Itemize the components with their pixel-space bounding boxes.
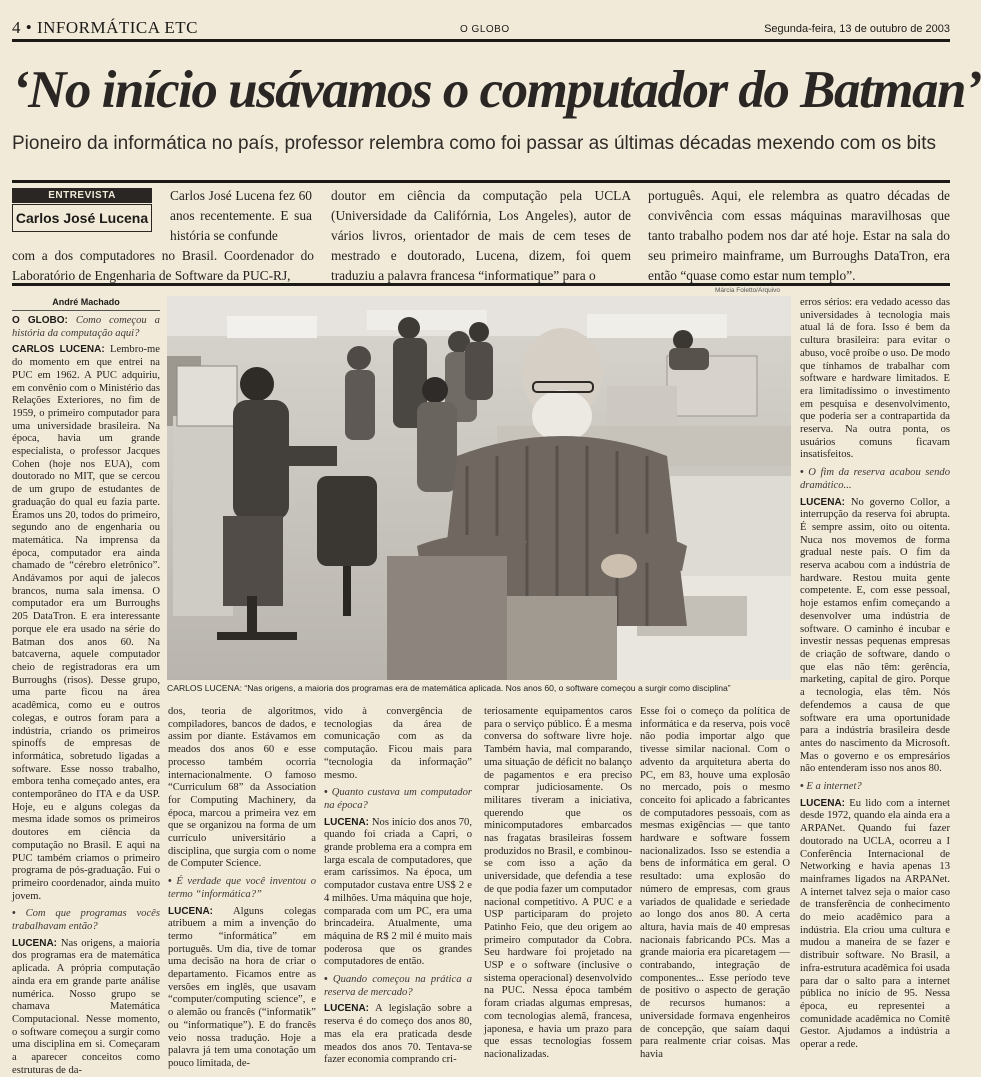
bullet-marker: • [12,907,16,920]
answer: Alguns colegas atribuem a mim a invenção do termo “informática” em português. Um dia, tive de tomar uma decisão na hora de criar o departamento. Ficamos entre as versões em inglês, que usavam “computer/computing science”, e o alemão ou francês (“informatik” ou “informatique”). E do francês veio nossa tradução. Hoje a palavra já tem uma conotação um pouco limitada, de- [168,905,316,1069]
bullet-marker: • [168,875,172,888]
intro-text-3: doutor em ciência da computação pela UCLA (Universidade da Califórnia, Los Angeles), autor de vários livros, orientador de mais de cem teses de mestrado e doutorado, Lucena, dizem, foi quem traduziu a palavra francesa “informatique” para o [331,188,631,283]
answer: Lembro-me do momento em que entrei na PUC em 1962. A PUC adquiriu, em convênio com o Ministério das Relações Exteriores, no fim de 1959, o primeiro computador para uma universidade brasileira. Na época, havia um grande especialista, o professor Jacques Cohen (hoje nos EUA), com doutorado no MIT, que se cercou de um grupo de estudantes de graduação do qual eu fazia parte. Éramos uns 20, todos do primeiro, segundo ano de engenharia ou matemática. Na imprensa da época, computador era ainda chamado de “cérebro eletrônico”. Andávamos por aqui de jalecos brancos, numa sala imensa. O computador era um Burroughs 205 DataTron. E era interessante porque ele era usado na série do Batman dos anos 60. Na batcaverna, aquele computador cheio de registradoras era um Burroughs (risos). Desse grupo, uma parte ficou na área acadêmica, como eu e outros colegas, e outros foram para a indústria, criando os primeiros spinoffs de empresas de informática, sobretudo ligadas a software. Esse nosso trabalho, embora tenha começado antes, era contemporâneo do ITA e da USP. Hoje, eu e alguns colegas da mesma idade somos os primeiros doutores em ciência da computação no Brasil. E aqui na PUC também criamos o primeiro programa de pós-graduação. Fui o primeiro coordenador, ainda muito jovem. [12,344,160,902]
speaker-label: LUCENA: [324,816,369,828]
speaker-label: O GLOBO: [12,315,68,326]
question: Com que programas vocês trabalhavam então? [12,908,161,933]
portrait-photo [167,296,791,680]
interviewee-name: Carlos José Lucena [12,204,152,232]
question: O fim da reserva acabou sendo dramático... [800,467,950,491]
bullet-marker: • [800,466,804,479]
intro-text-1: Carlos José Lucena fez 60 anos recentemente. E sua história se confunde [170,188,312,243]
answer: erros sérios: era vedado acesso das universidades à tecnologia mais atual lá de fora. Isso é bem da cultura brasileira: para evitar o abuso, você proíbe o uso. De modo que tínhamos de trabalhar com software e hardware limitados. E era limitadíssimo o investimento em pesquisa e desenvolvimento, que poderia ser a contrapartida da reserva. Na outra ponta, os usuários comuns ficavam insatisfeitos. [800,297,950,461]
question: Como começou a história da computação aqui? [12,315,160,339]
question: Quanto custava um computador na época? [324,787,472,811]
bullet-marker: • [324,973,328,986]
speaker-label: LUCENA: [12,937,57,949]
question: E a internet? [806,781,862,793]
bullet-marker: • [324,786,328,799]
intro-bottom-rule [12,283,950,286]
speaker-label: LUCENA: [168,905,213,917]
section-label: 4 • INFORMÁTICA ETC [12,18,198,37]
article-column-6 [800,297,950,1059]
article-column-3 [324,706,472,1066]
interview-tag: ENTREVISTA [12,188,152,203]
answer: Eu lido com a internet desde 1972, quando ela ainda era a ARPANet. Quando fui fazer doutorado na UCLA, ocorreu a I Conferência Internacional de Networking e havia apenas 13 mainframes ligados na ARPANet. A internet talvez seja o maior caso de transferência de conhecimento do meio acadêmico para a indústria. Ela criou uma cultura e mudou a maneira de se fazer e distribuir software. No Brasil, a infra-estrutura acadêmica foi usada para dar o salto para a internet pública no início de 95. Nessa época, eu representei a comunidade acadêmica no Comitê Gestor. Ajudamos a indústria a operar a rede. [800,797,950,1051]
speaker-label: CARLOS LUCENA: [12,344,105,356]
issue-date: Segunda-feira, 13 de outubro de 2003 [764,23,950,35]
speaker-label: LUCENA: [800,496,845,508]
lab-photo-illustration [167,296,791,680]
photo-credit: Márcia Foletto/Arquivo [715,287,781,294]
intro-text-2: com a dos computadores no Brasil. Coordenador do Laboratório de Engenharia de Software da PUC-RJ, [12,248,314,283]
page-header [12,18,950,42]
answer: teriosamente equipamentos caros para o serviço público. É a mesma conversa do software livre hoje. Também havia, mal comparando, uma situação de déficit no balanço de pagamentos e era preciso comprar judiciosamente. Os militares tiveram a iniciativa, querendo que os minicomputadores embarcados nas fragatas brasileiras fossem produzidos no Brasil, e combinou-se com isso a ação da universidade, que defendia a tese de que podia fazer um computador nacional competitivo. A PUC e a USP participaram do projeto Patinho Feio, que deu origem ao primeiro computador da Cobra. Seu hardware foi projetado na USP e o software (inclusive o sistema operacional) desenvolvido na PUC. Nessa época também foram criadas algumas empresas, com tecnologias alemã, francesa, japonesa, e havia um prazo para que essas tecnologias fossem nacionalizadas. [484,706,632,1060]
byline: André Machado [12,297,160,311]
article-column-2 [168,706,316,1069]
article-column-4 [484,706,632,1059]
question: Quando começou na prática a reserva de mercado? [324,974,472,998]
speaker-label: LUCENA: [324,1003,369,1015]
headline: ‘No início usávamos o computador do Batman’ [12,61,981,119]
answer: Esse foi o começo da política de informática e da reserva, pois você não podia importar algo que tivesse similar nacional. Com o advento da arquitetura aberta do PC, em 83, houve uma explosão no mercado, pois o mesmo conceito foi aplicado a fabricantes de computadores pessoais, com as mesmas exigências — que tanto hardware e software fossem nacionalizados. Isso se estendia a bens de informática em geral. O resultado: uma explosão do número de empresas, com graus variados de qualidade e seriedade ao longo dos anos 80. A certa altura, havia mais de 40 empresas nacionais fabricando PCs. Mas a grande maioria era picaretagem — contrabando, integração de componentes... Esse período teve de positivo o aspecto de geração de recursos humanos: a universidade formava engenheiros de concepção, que saíam daqui para realmente criar coisas. Mas havia [640,706,790,1060]
top-rule [12,180,950,183]
answer: dos, teoria de algoritmos, compiladores, bancos de dados, e assim por diante. Estávamos em meados dos anos 60 e esse processo também ocorria internacionalmente. O famoso “Curriculum 68” da Association for Computing Machinery, da época, marcou a primeira vez em que se organizou na forma de um currículo universitário a disciplina, que surgia com o nome de Computer Science. [168,706,316,870]
subheadline: Pioneiro da informática no país, professor relembra como foi passar as últimas décadas mexendo com os bits [12,133,937,154]
answer: A legislação sobre a reserva é do começo dos anos 80, mas ela era praticada desde meados dos anos 70. Tentava-se fazer economia comprando cri- [324,1003,472,1066]
intro-text-4: português. Aqui, ele relembra as quatro décadas de convivência com essas máquinas maravilhosas que tanto trabalho podem nos dar até hoje. Estar na sala do seu primeiro mainframe, um Burroughs DataTron, era então “quase como estar num templo”. [648,188,950,283]
newspaper-name: O GLOBO [460,24,510,35]
bullet-marker: • [800,780,804,793]
question: É verdade que você inventou o termo “informática?” [168,876,316,900]
answer: No governo Collor, a interrupção da reserva foi abrupta. É sempre assim, oito ou oitenta. Nuca nos movemos de forma gradual neste país. O fim da reserva acabou com a indústria de hardware. Restou muita gente competente. E, com esse pessoal, hoje estamos enfim começando a desenvolver uma indústria de software. O caminho é incubar e investir nessas pequenas empresas de criação de software, dando o que elas não têm: gerência, marketing, capital de giro. Porque a tecnologia, elas têm. Nós defendemos a causa de que software era uma oportunidade para a indústria brasileira desde antes do nascimento da Microsoft. Mas o governo e os empresários não entenderam isso nos anos 80. [800,496,951,775]
answer: Nas origens, a maioria dos programas era de matemática aplicada. A própria computação ainda era em grande parte análise numérica. Nosso grupo se chamava Matemática Computacional. Nesse momento, o software começou a surgir como uma disciplina em si. Começaram a aparecer conceitos como estruturas de da- [12,937,160,1076]
article-column-1 [12,315,161,1076]
answer: Nos início dos anos 70, quando foi criada a Capri, o grande problema era a compra em larga escala de computadores, que eram caríssimos. Na época, um computador custava entre US$ 2 e 4 milhões. Uma máquina que hoje, comparada com um PC, era uma brincadeira. Atualmente, uma máquina de R$ 2 mil é muito mais poderosa que os grandes computadores de então. [324,816,472,968]
article-column-5 [640,706,790,1059]
speaker-label: LUCENA: [800,797,845,809]
photo-caption: CARLOS LUCENA: “Nas origens, a maioria dos programas era de matemática aplicada. Nos anos 60, o software começou a surgir como disciplina” [167,683,731,693]
answer: vido à convergência de tecnologias da área de comunicação com as da computação. Ficou mais para “tecnologia da informação” mesmo. [324,706,472,781]
